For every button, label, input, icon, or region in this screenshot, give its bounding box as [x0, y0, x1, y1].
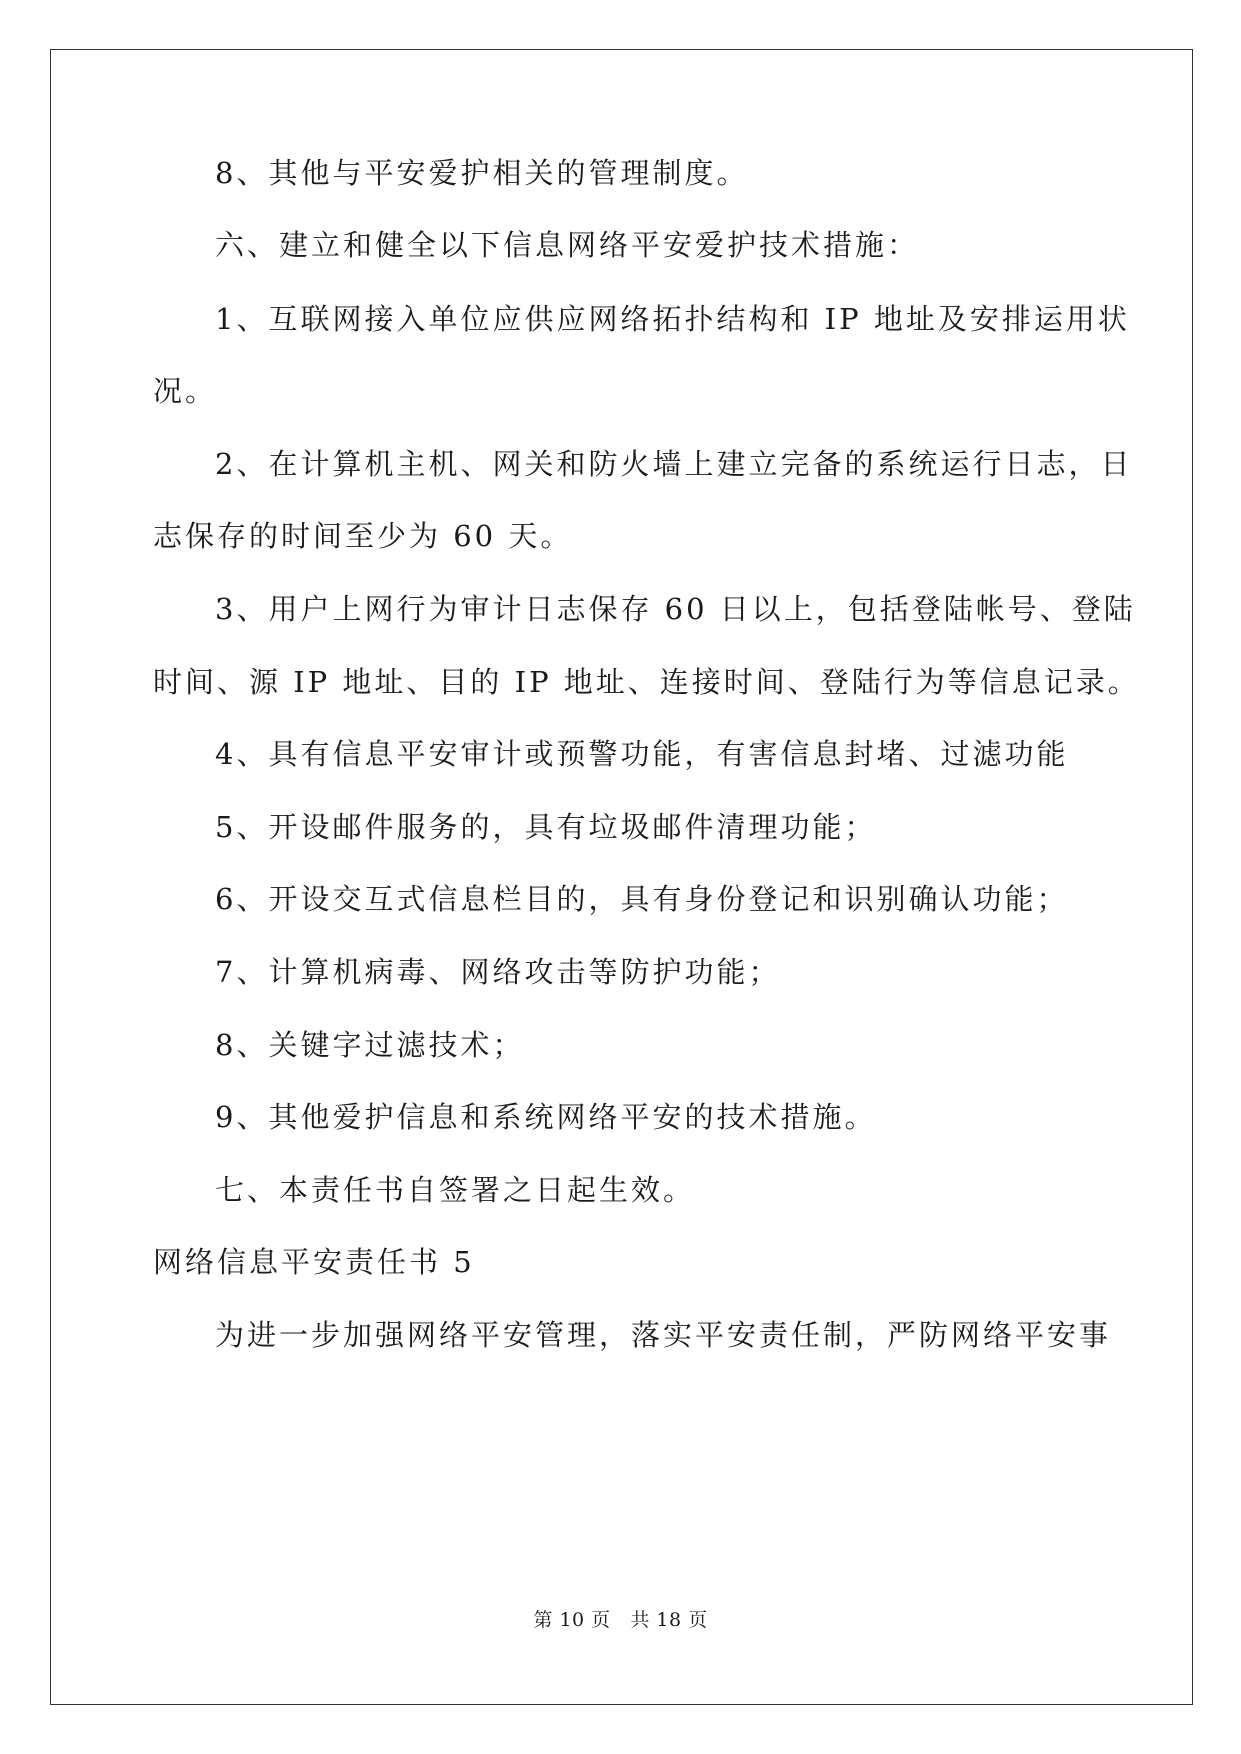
page-footer — [0, 1608, 1241, 1632]
page-total: 共 18 页 — [630, 1609, 708, 1631]
paragraph-line: 5、开设邮件服务的，具有垃圾邮件清理功能； — [215, 810, 877, 844]
paragraph-line: 9、其他爱护信息和系统网络平安的技术措施。 — [215, 1100, 877, 1134]
page-border — [50, 49, 1193, 1705]
paragraph-line: 1、互联网接入单位应供应网络拓扑结构和 IP 地址及安排运用状 — [215, 302, 1130, 336]
page-number: 第 10 页 — [533, 1609, 611, 1631]
paragraph-line: 为进一步加强网络平安管理，落实平安责任制，严防网络平安事 — [215, 1318, 1112, 1352]
paragraph-line: 6、开设交互式信息栏目的，具有身份登记和识别确认功能； — [215, 882, 1069, 916]
section-heading-six: 六、建立和健全以下信息网络平安爱护技术措施： — [215, 228, 920, 262]
paragraph-line: 时间、源 IP 地址、目的 IP 地址、连接时间、登陆行为等信息记录。 — [153, 665, 1140, 699]
paragraph-line: 3、用户上网行为审计日志保存 60 日以上，包括登陆帐号、登陆 — [215, 592, 1136, 626]
paragraph-line: 4、具有信息平安审计或预警功能，有害信息封堵、过滤功能 — [215, 737, 1069, 771]
paragraph-line: 8、关键字过滤技术； — [215, 1028, 525, 1062]
paragraph-line: 7、计算机病毒、网络攻击等防护功能； — [215, 955, 781, 989]
paragraph-line: 况。 — [153, 374, 218, 408]
section-heading-seven: 七、本责任书自签署之日起生效。 — [215, 1173, 696, 1207]
paragraph-line: 2、在计算机主机、网关和防火墙上建立完备的系统运行日志，日 — [215, 447, 1133, 481]
document-subtitle: 网络信息平安责任书 5 — [153, 1245, 475, 1279]
paragraph-line: 志保存的时间至少为 60 天。 — [153, 519, 573, 553]
paragraph-line: 8、其他与平安爱护相关的管理制度。 — [215, 156, 749, 190]
